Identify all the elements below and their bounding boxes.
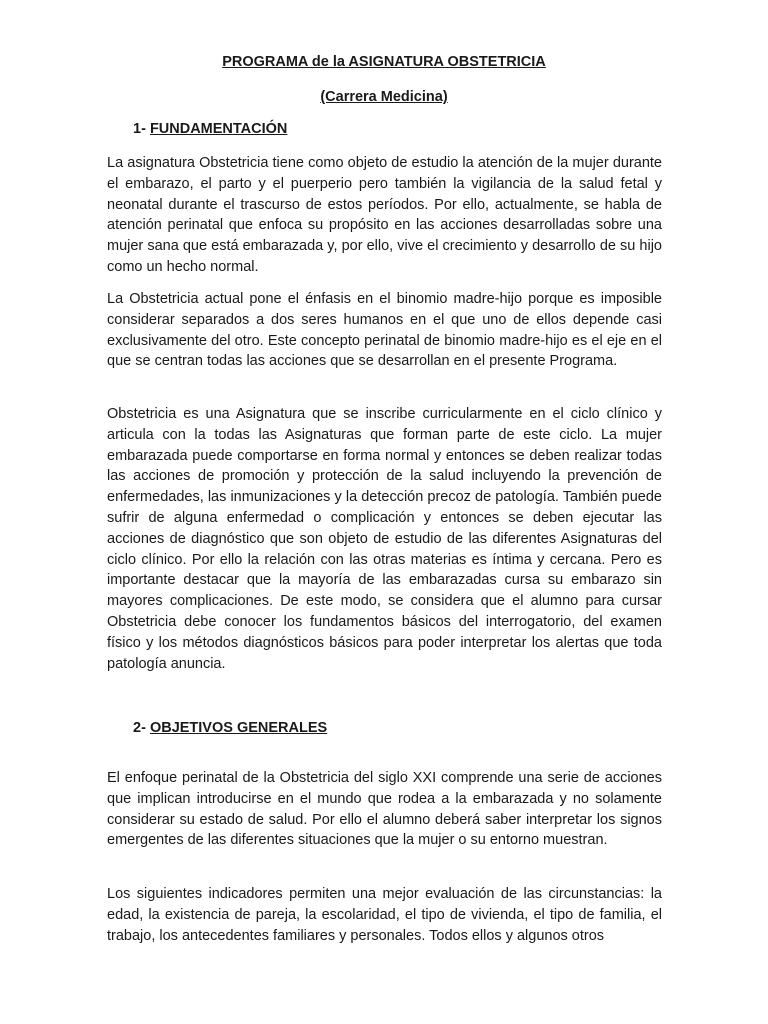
section-heading-objetivos-generales (133, 720, 327, 736)
paragraph: La asignatura Obstetricia tiene como objeto de estudio la atención de la mujer durante el embarazo, el parto y el puerperio pero también la vigilancia de la salud fetal y neonatal durante el trascurso de estos períodos. Por ello, actualmente, se habla de atención perinatal que enfoca su propósito en las acciones desarrolladas sobre una mujer sana que está embarazada y, por ello, vive el crecimiento y desarrollo de su hijo como un hecho normal. (107, 155, 662, 275)
section-number: 2- (133, 720, 146, 736)
page-subtitle: (Carrera Medicina) (320, 89, 448, 105)
section-title: FUNDAMENTACIÓN (149, 121, 288, 137)
paragraph: La Obstetricia actual pone el énfasis en el binomio madre-hijo porque es imposible considerar separados a dos seres humanos en el que uno de ellos depende casi exclusivamente del otro. Este concepto perinatal de binomio madre-hijo es el eje en el que se centran todas las acciones que se desarrollan en el presente Programa. (107, 291, 662, 370)
paragraph: El enfoque perinatal de la Obstetricia del siglo XXI comprende una serie de acciones que implican introducirse en el mundo que rodea a la embarazada y no solamente considerar su estado de salud. Por ello el alumno deberá saber interpretar los signos emergentes de las diferentes situaciones que la mujer o su entorno muestran. (107, 770, 662, 849)
section-number: 1- (133, 121, 146, 137)
paragraph: Obstetricia es una Asignatura que se inscribe curricularmente en el ciclo clínico y articula con la todas las Asignaturas que forman parte de este ciclo. La mujer embarazada puede comportarse en forma normal y entonces se deben realizar todas las acciones de promoción y protección de la salud incluyendo la prevención de enfermedades, las inmunizaciones y la detección precoz de patología. También puede sufrir de alguna enfermedad o complicación y entonces se deben ejecutar las acciones de diagnóstico que son objeto de estudio de las diferentes Asignaturas del ciclo clínico. Por ello la relación con las otras materias es íntima y cercana. Pero es importante destacar que la mayoría de las embarazadas cursa su embarazo sin mayores complicaciones. De este modo, se considera que el alumno para cursar Obstetricia debe conocer los fundamentos básicos del interrogatorio, del examen físico y los métodos diagnósticos básicos para poder interpretar los alertas que toda patología anuncia. (107, 406, 662, 672)
paragraph: Los siguientes indicadores permiten una mejor evaluación de las circunstancias: la edad, la existencia de pareja, la escolaridad, el tipo de vivienda, el tipo de familia, el trabajo, los antecedentes familiares y personales. Todos ellos y algunos otros (107, 886, 662, 944)
section-title: OBJETIVOS GENERALES (149, 720, 328, 736)
section-heading-fundamentacion (133, 121, 287, 137)
page-title: PROGRAMA de la ASIGNATURA OBSTETRICIA (222, 54, 546, 70)
